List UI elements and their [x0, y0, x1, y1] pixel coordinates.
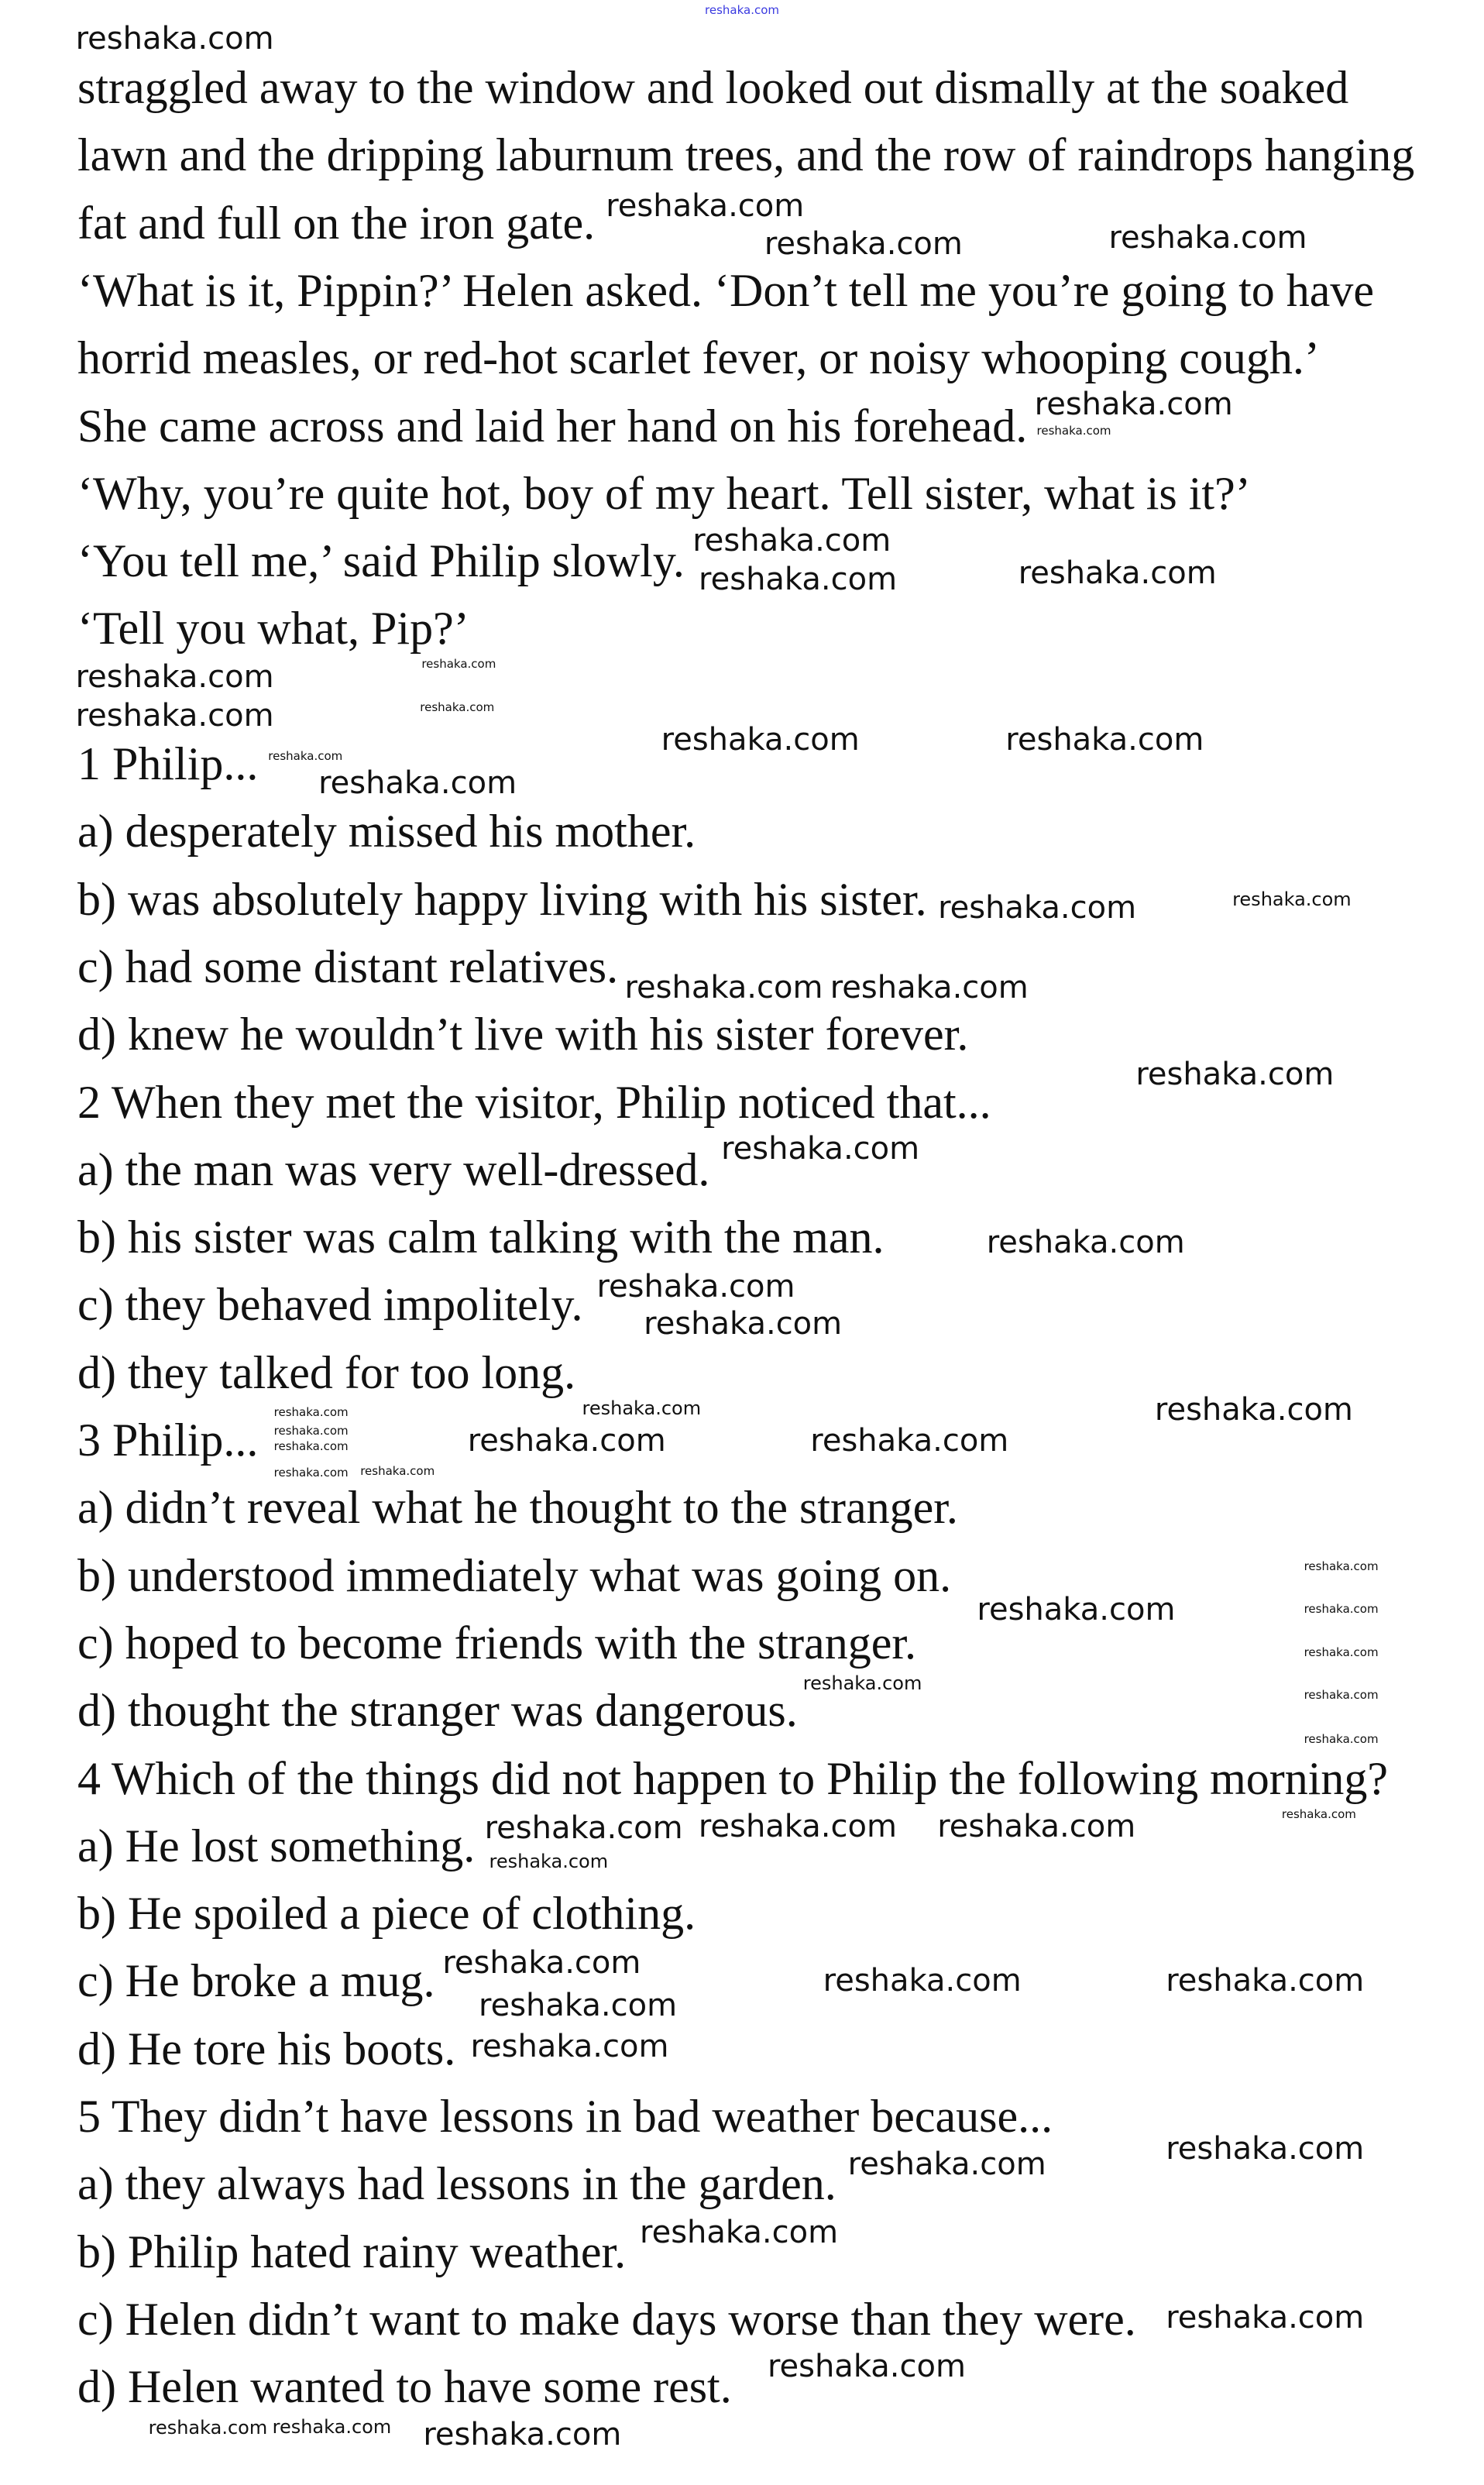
watermark: reshaka.com [1005, 721, 1204, 758]
watermark: reshaka.com [273, 1424, 349, 1438]
text-line: b) understood immediately what was going on. [77, 1549, 952, 1601]
text-line: lawn and the dripping laburnum trees, and the row of raindrops hanging [77, 129, 1415, 181]
text-line: ‘Why, you’re quite hot, boy of my heart. Tell sister, what is it?’ [77, 467, 1251, 519]
watermark: reshaka.com [421, 657, 496, 672]
watermark: reshaka.com [767, 2348, 966, 2384]
text-line: fat and full on the iron gate. [77, 197, 596, 249]
watermark: reshaka.com [75, 659, 274, 696]
text-line: b) Philip hated rainy weather. [77, 2226, 627, 2277]
text-line: d) they talked for too long. [77, 1346, 576, 1398]
watermark: reshaka.com [823, 1963, 1022, 1999]
text-line: c) Helen didn’t want to make days worse than they were. [77, 2293, 1136, 2345]
watermark: reshaka.com [661, 721, 860, 758]
watermark: reshaka.com [273, 1439, 349, 1454]
text-line: b) was absolutely happy living with his sister. [77, 873, 927, 925]
watermark: reshaka.com [442, 1945, 641, 1981]
text-line: d) He tore his boots. [77, 2023, 456, 2074]
watermark: reshaka.com [1304, 1687, 1379, 1702]
text-line: a) He lost something. [77, 1820, 476, 1871]
text-line: 2 When they met the visitor, Philip noticed that... [77, 1076, 991, 1128]
text-line: d) thought the stranger was dangerous. [77, 1685, 798, 1737]
watermark: reshaka.com [360, 1463, 435, 1478]
text-line: ‘You tell me,’ said Philip slowly. [77, 535, 685, 587]
watermark: reshaka.com [606, 188, 805, 225]
watermark: reshaka.com [644, 1306, 843, 1342]
watermark: reshaka.com [420, 700, 495, 715]
watermark: reshaka.com [624, 970, 823, 1006]
watermark: reshaka.com [1036, 424, 1111, 438]
watermark: reshaka.com [977, 1591, 1176, 1627]
watermark: reshaka.com [489, 1851, 609, 1873]
watermark: reshaka.com [986, 1225, 1185, 1261]
watermark: reshaka.com [268, 749, 343, 764]
watermark: reshaka.com [75, 21, 274, 57]
watermark: reshaka.com [802, 1672, 922, 1694]
text-line: d) Helen wanted to have some rest. [77, 2361, 732, 2413]
watermark: reshaka.com [1018, 555, 1217, 591]
watermark: reshaka.com [1304, 1559, 1379, 1573]
watermark: reshaka.com [479, 1988, 678, 2024]
text-line: She came across and laid her hand on his forehead. [77, 400, 1028, 452]
text-line: c) He broke a mug. [77, 1955, 435, 2007]
watermark: reshaka.com [1304, 1645, 1379, 1659]
watermark: reshaka.com [698, 1809, 897, 1844]
text-line: c) they behaved impolitely. [77, 1279, 583, 1331]
text-line: horrid measles, or red-hot scarlet fever, or noisy whooping cough.’ [77, 332, 1320, 384]
watermark: reshaka.com [1108, 220, 1307, 256]
text-line: 4 Which of the things did not happen to Philip the following morning? [77, 1752, 1389, 1804]
text-line: 1 Philip... [77, 738, 259, 789]
text-line: a) the man was very well-dressed. [77, 1143, 710, 1195]
watermark: reshaka.com [467, 1423, 666, 1459]
text-line: b) his sister was calm talking with the man. [77, 1212, 885, 1263]
watermark: reshaka.com [830, 970, 1029, 1006]
watermark: reshaka.com [810, 1423, 1009, 1459]
text-line: a) desperately missed his mother. [77, 806, 696, 858]
text-line: b) He spoiled a piece of clothing. [77, 1888, 696, 1940]
watermark: reshaka.com [273, 1405, 349, 1420]
watermark: reshaka.com [699, 561, 898, 597]
watermark: reshaka.com [721, 1131, 920, 1167]
watermark: reshaka.com [764, 226, 963, 263]
text-line: d) knew he wouldn’t live with his sister forever. [77, 1009, 969, 1060]
watermark: reshaka.com [582, 1397, 702, 1419]
watermark: reshaka.com [470, 2029, 669, 2065]
text-line: 3 Philip... [77, 1414, 259, 1466]
watermark: reshaka.com [484, 1810, 683, 1846]
watermark: reshaka.com [423, 2416, 622, 2452]
text-line: a) they always had lessons in the garden. [77, 2158, 836, 2210]
text-line: c) had some distant relatives. [77, 940, 619, 992]
watermark: reshaka.com [272, 2416, 392, 2439]
watermark: reshaka.com [1281, 1806, 1356, 1821]
watermark: reshaka.com [938, 890, 1137, 926]
watermark: reshaka.com [692, 523, 891, 559]
text-line: 5 They didn’t have lessons in bad weather because... [77, 2091, 1053, 2142]
watermark: reshaka.com [1154, 1391, 1353, 1428]
text-line: a) didn’t reveal what he thought to the stranger. [77, 1482, 958, 1534]
watermark: reshaka.com [1232, 888, 1352, 910]
text-line: ‘What is it, Pippin?’ Helen asked. ‘Don’t tell me you’re going to have [77, 264, 1375, 316]
watermark: reshaka.com [847, 2146, 1046, 2183]
watermark: reshaka.com [640, 2215, 839, 2251]
watermark: reshaka.com [1034, 387, 1233, 423]
watermark: reshaka.com [318, 765, 517, 801]
watermark: reshaka.com [1304, 1732, 1379, 1747]
watermark: reshaka.com [937, 1809, 1136, 1844]
text-line: ‘Tell you what, Pip?’ [77, 603, 469, 655]
watermark: reshaka.com [148, 2416, 268, 2439]
header-watermark[interactable]: reshaka.com [705, 3, 779, 17]
watermark: reshaka.com [1135, 1057, 1335, 1093]
watermark: reshaka.com [1304, 1602, 1379, 1617]
watermark: reshaka.com [1166, 2299, 1365, 2335]
watermark: reshaka.com [75, 697, 274, 734]
watermark: reshaka.com [596, 1269, 795, 1305]
text-line: c) hoped to become friends with the stranger. [77, 1617, 916, 1669]
text-line: straggled away to the window and looked out dismally at the soaked [77, 62, 1349, 113]
watermark: reshaka.com [1166, 2131, 1365, 2167]
watermark: reshaka.com [273, 1466, 349, 1480]
watermark: reshaka.com [1166, 1963, 1365, 1999]
